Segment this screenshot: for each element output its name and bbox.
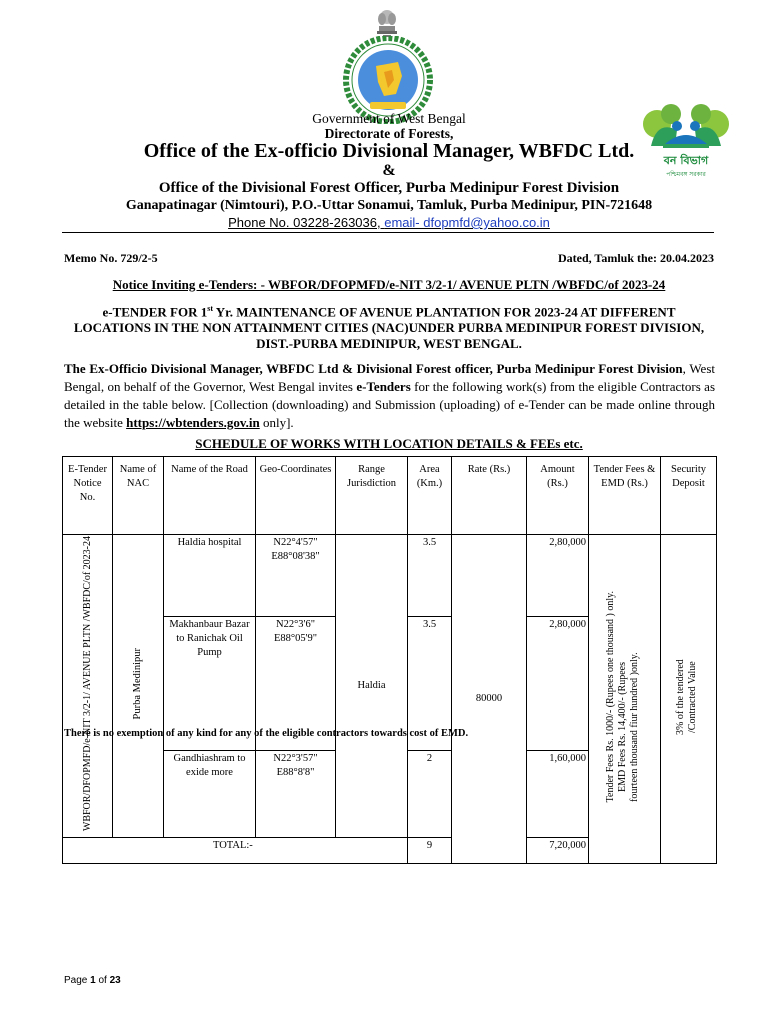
amount-cell: 1,60,000	[527, 750, 589, 837]
office-subtitle: Office of the Divisional Forest Officer, Purba Medinipur Forest Division	[158, 180, 620, 196]
logo-subtext: পশ্চিমবঙ্গ সরকার	[666, 171, 706, 178]
ampersand: &	[382, 162, 396, 179]
header-fees: Tender Fees & EMD (Rs.)	[589, 457, 661, 535]
area-cell: 2	[408, 750, 452, 837]
memo-number: Memo No. 729/2-5	[64, 251, 158, 265]
rate-cell: 80000	[452, 535, 527, 864]
area-cell: 3.5	[408, 535, 452, 617]
schedule-title: SCHEDULE OF WORKS WITH LOCATION DETAILS & FEEs etc.	[195, 436, 583, 451]
nac-cell: Purba Medinipur	[113, 535, 164, 838]
header-range: Range Jurisdiction	[336, 457, 408, 535]
tender-fees-cell: Tender Fees Rs. 1000/- (Rupees one thousand ) only.EMD Fees Rs. 14,400/- (Rupees fourteen thousand fiur hundred )only.	[589, 535, 661, 864]
range-cell: Haldia	[336, 535, 408, 838]
email-link[interactable]: email- dfopmfd@yahoo.co.in	[384, 215, 550, 230]
header-notice: E-Tender Notice No.	[63, 457, 113, 535]
header-area: Area (Km.)	[408, 457, 452, 535]
government-line: Government of West Bengal	[312, 111, 466, 126]
road-cell: Haldia hospital	[164, 535, 256, 617]
header-divider	[62, 232, 714, 233]
wbtenders-link[interactable]: https://wbtenders.gov.in	[126, 415, 260, 430]
notice-title: Notice Inviting e-Tenders: - WBFOR/DFOPMFD/e-NIT 3/2-1/ AVENUE PLTN /WBFDC/of 2023-24	[112, 277, 666, 292]
contact-line	[0, 215, 770, 231]
geo-cell: N22°4'57" E88°08'38"	[256, 535, 336, 617]
table-header-row	[63, 457, 717, 535]
header-amount: Amount (Rs.)	[527, 457, 589, 535]
header-road: Name of the Road	[164, 457, 256, 535]
page-indicator: Page 1 of 23	[64, 975, 121, 986]
area-cell: 3.5	[408, 617, 452, 751]
office-title: Office of the Ex-officio Divisional Manager, WBFDC Ltd.	[143, 140, 635, 162]
total-area: 9	[408, 838, 452, 864]
logo-text: বন বিভাগ	[663, 154, 709, 167]
invitation-paragraph: The Ex-Officio Divisional Manager, WBFDC Ltd & Divisional Forest officer, Purba Medinipur Forest Division, West Bengal, on behalf of the Governor, West Bengal invites e-Tenders for the following work(s) from the eligible Contractors as detailed in the table below. [Collection (downloading) and Submission (uploading) of e-Tender can be made online through the website https://wbtenders.gov.in only].	[64, 361, 715, 430]
notice-number-cell: WBFOR/DFOPMFD/e-NIT 3/2-1/ AVENUE PLTN /WBFDC/of 2023-24	[63, 535, 113, 838]
security-deposit-cell: 3% of the tendered /Contracted Value	[661, 535, 717, 864]
table-row	[63, 535, 717, 617]
geo-cell: N22°3'57" E88°8'8"	[256, 750, 336, 837]
emd-exemption-note: There is no exemption of any kind for any of the eligible contractors towards cost of EMD.	[64, 728, 469, 739]
directorate-line: Directorate of Forests,	[324, 126, 454, 141]
works-schedule-table	[62, 456, 717, 864]
header-nac: Name of NAC	[113, 457, 164, 535]
etender-heading: e-TENDER FOR 1st Yr. MAINTENANCE OF AVENUE PLANTATION FOR 2023-24 AT DIFFERENT LOCATIONS IN THE NON ATTAINMENT CITIES (NAC)UNDER PURBA MEDINIPUR FOREST DIVISION, DIST.-PURBA MEDINIPUR, WEST BENGAL.	[73, 304, 705, 352]
header-geo: Geo-Coordinates	[256, 457, 336, 535]
amount-cell: 2,80,000	[527, 535, 589, 617]
amount-cell: 2,80,000	[527, 617, 589, 751]
road-cell: Gandhiashram to exide more	[164, 750, 256, 837]
total-amount: 7,20,000	[527, 838, 589, 864]
geo-cell: N22°3'6" E88°05'9"	[256, 617, 336, 751]
road-cell: Makhanbaur Bazar to Ranichak Oil Pump	[164, 617, 256, 751]
header-rate: Rate (Rs.)	[452, 457, 527, 535]
office-address: Ganapatinagar (Nimtouri), P.O.-Uttar Sonamui, Tamluk, Purba Medinipur, PIN-721648	[125, 198, 653, 213]
total-label: TOTAL:-	[63, 838, 408, 864]
phone-number: Phone No. 03228-263036,	[228, 215, 385, 230]
header-security: Security Deposit	[661, 457, 717, 535]
memo-date: Dated, Tamluk the: 20.04.2023	[557, 251, 714, 265]
